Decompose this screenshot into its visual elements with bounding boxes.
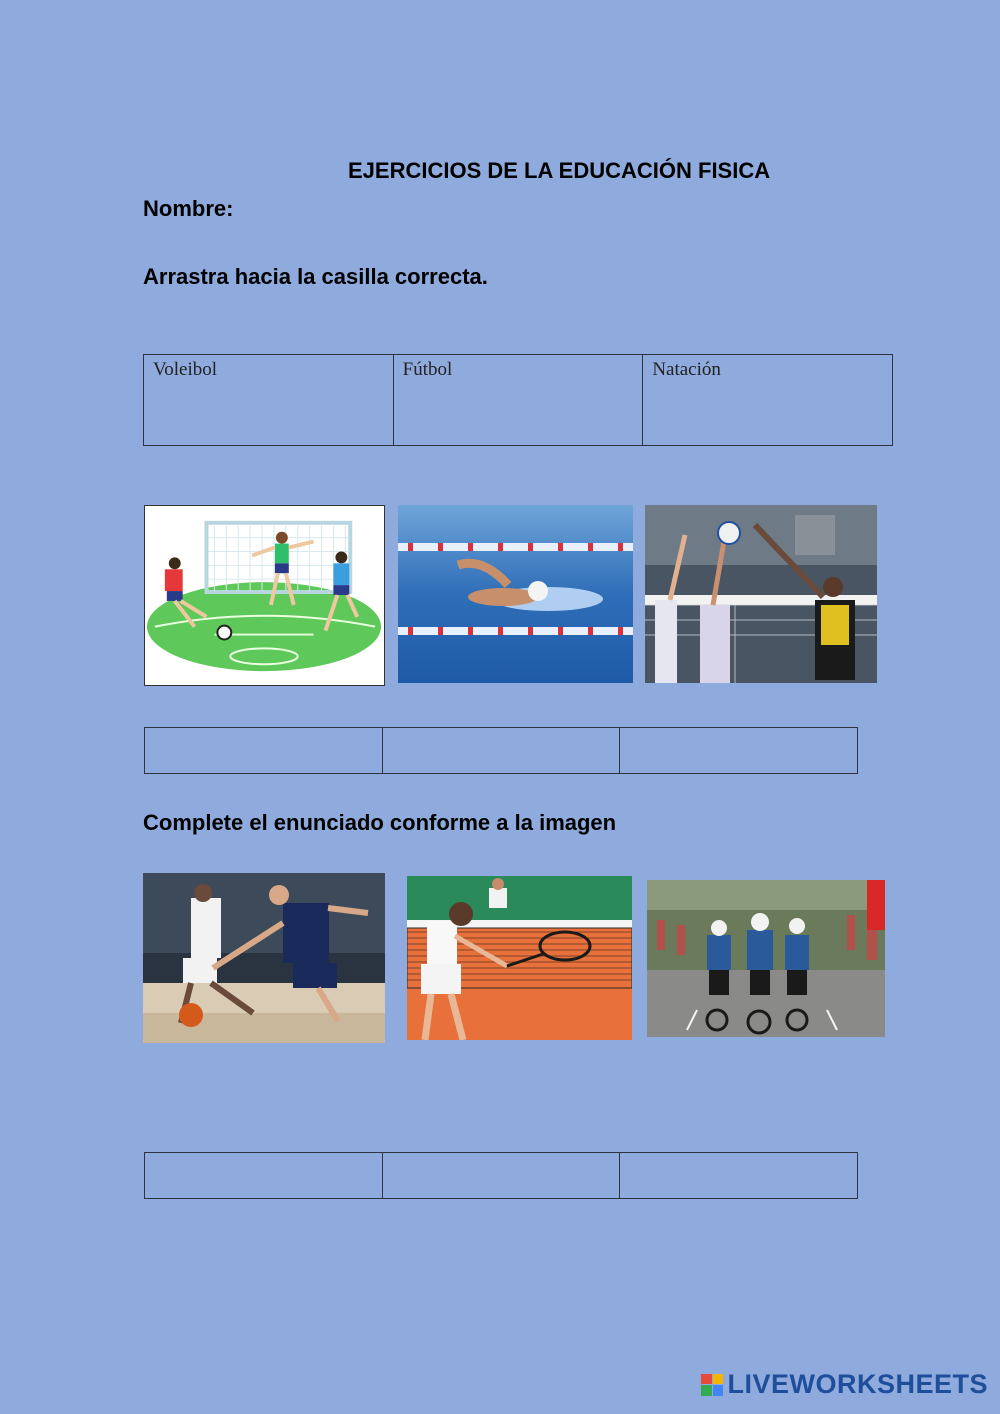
drop-box[interactable] [620, 728, 858, 774]
category-cell-natacion[interactable]: Natación [643, 355, 893, 446]
logo-icon [701, 1374, 723, 1396]
liveworksheets-logo [701, 1369, 988, 1400]
worksheet-title: EJERCICIOS DE LA EDUCACIÓN FISICA [348, 158, 771, 183]
drop-box[interactable] [382, 728, 620, 774]
answer-box[interactable] [145, 1153, 383, 1199]
cycling-image [647, 880, 885, 1037]
tennis-image [407, 876, 632, 1040]
soccer-image[interactable] [144, 505, 385, 686]
section2-heading: Complete el enunciado conforme a la imagen [143, 810, 617, 835]
answer-box[interactable] [620, 1153, 858, 1199]
category-table [143, 354, 893, 446]
logo-text: LIVEWORKSHEETS [727, 1369, 988, 1399]
section1-heading: Arrastra hacia la casilla correcta. [143, 264, 488, 289]
answer-box[interactable] [382, 1153, 620, 1199]
category-cell-futbol[interactable]: Fútbol [393, 355, 643, 446]
answer-table-2 [144, 1152, 858, 1199]
swimming-image[interactable] [398, 505, 633, 683]
drop-box[interactable] [145, 728, 383, 774]
volleyball-image[interactable] [645, 505, 877, 683]
basketball-image [143, 873, 385, 1043]
name-label: Nombre: [143, 196, 234, 221]
answer-table-1 [144, 727, 858, 774]
category-cell-voleibol[interactable]: Voleibol [144, 355, 394, 446]
